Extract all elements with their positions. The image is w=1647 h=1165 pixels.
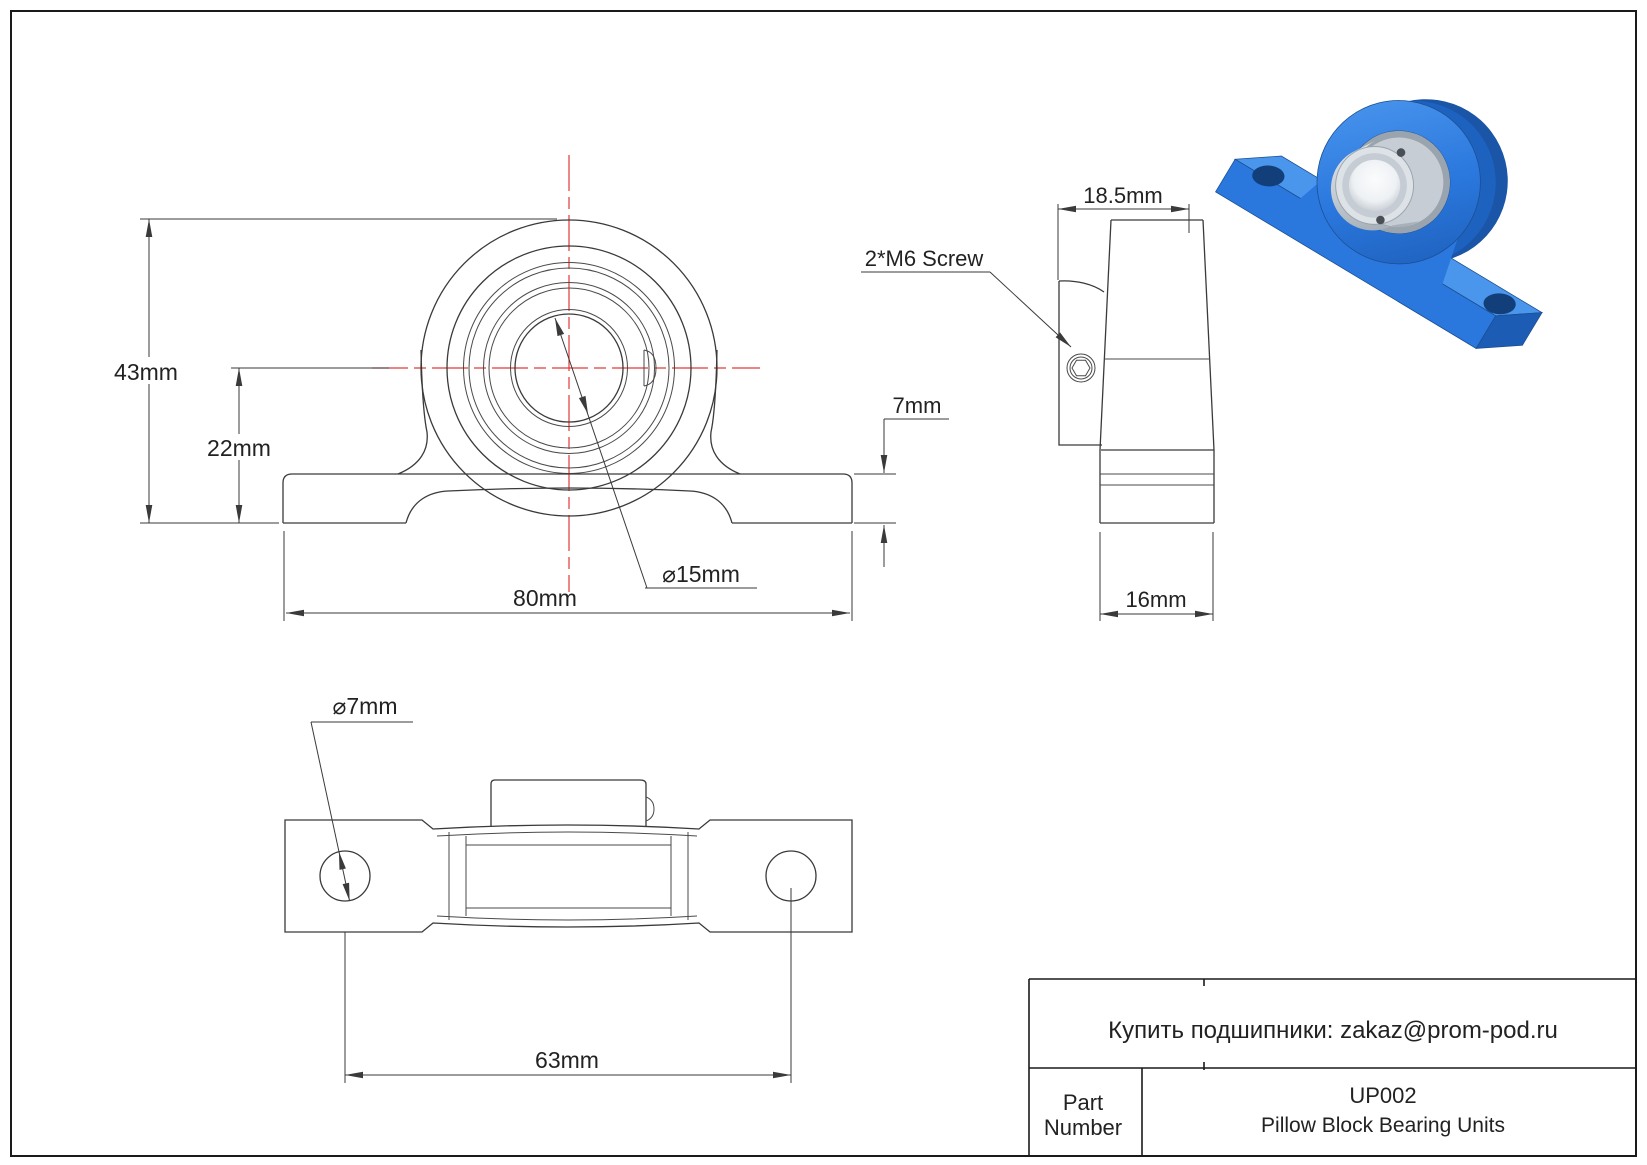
- dim-7mm: [854, 393, 949, 567]
- contact-note: Купить подшипники: zakaz@prom-pod.ru: [1108, 1017, 1558, 1044]
- dim-22mm: [204, 368, 389, 523]
- dim-7mm-label: 7mm: [892, 393, 942, 418]
- dim-bore-label: ⌀15mm: [662, 561, 740, 587]
- cap-plate-side: [1059, 281, 1104, 445]
- top-view: [285, 693, 852, 1083]
- dim-hole-7mm: [311, 693, 413, 901]
- part-number-label-line2: Number: [1043, 1115, 1123, 1140]
- title-block: [1029, 979, 1636, 1156]
- dim-43mm-label: 43mm: [114, 359, 178, 385]
- housing-profile-side: [1100, 220, 1214, 523]
- dim-18-5mm-label: 18.5mm: [1083, 183, 1163, 208]
- top-view-internal-lines: [437, 832, 697, 920]
- dim-hole-7mm-label: ⌀7mm: [332, 693, 398, 719]
- collar-top-view: [491, 780, 654, 827]
- dim-80mm-label: 80mm: [513, 585, 577, 611]
- dim-63mm-label: 63mm: [535, 1047, 599, 1073]
- dim-18-5mm: [1058, 183, 1189, 280]
- dim-22mm-label: 22mm: [207, 435, 271, 461]
- mounting-hole-left: [320, 851, 370, 901]
- set-screw: [1067, 354, 1095, 382]
- note-m6-screw-label: 2*M6 Screw: [864, 246, 984, 271]
- product-render-3d: [1216, 21, 1612, 368]
- front-view: [107, 155, 949, 621]
- dim-16mm: [1100, 532, 1213, 621]
- dim-16mm-label: 16mm: [1125, 587, 1187, 612]
- product-description: Pillow Block Bearing Units: [1261, 1114, 1505, 1137]
- part-number-value: UP002: [1349, 1083, 1417, 1108]
- dim-80mm: [284, 531, 852, 621]
- part-number-label-line1: Part: [1062, 1090, 1104, 1115]
- note-m6-screw: [861, 246, 1071, 347]
- dim-63mm: [345, 888, 791, 1083]
